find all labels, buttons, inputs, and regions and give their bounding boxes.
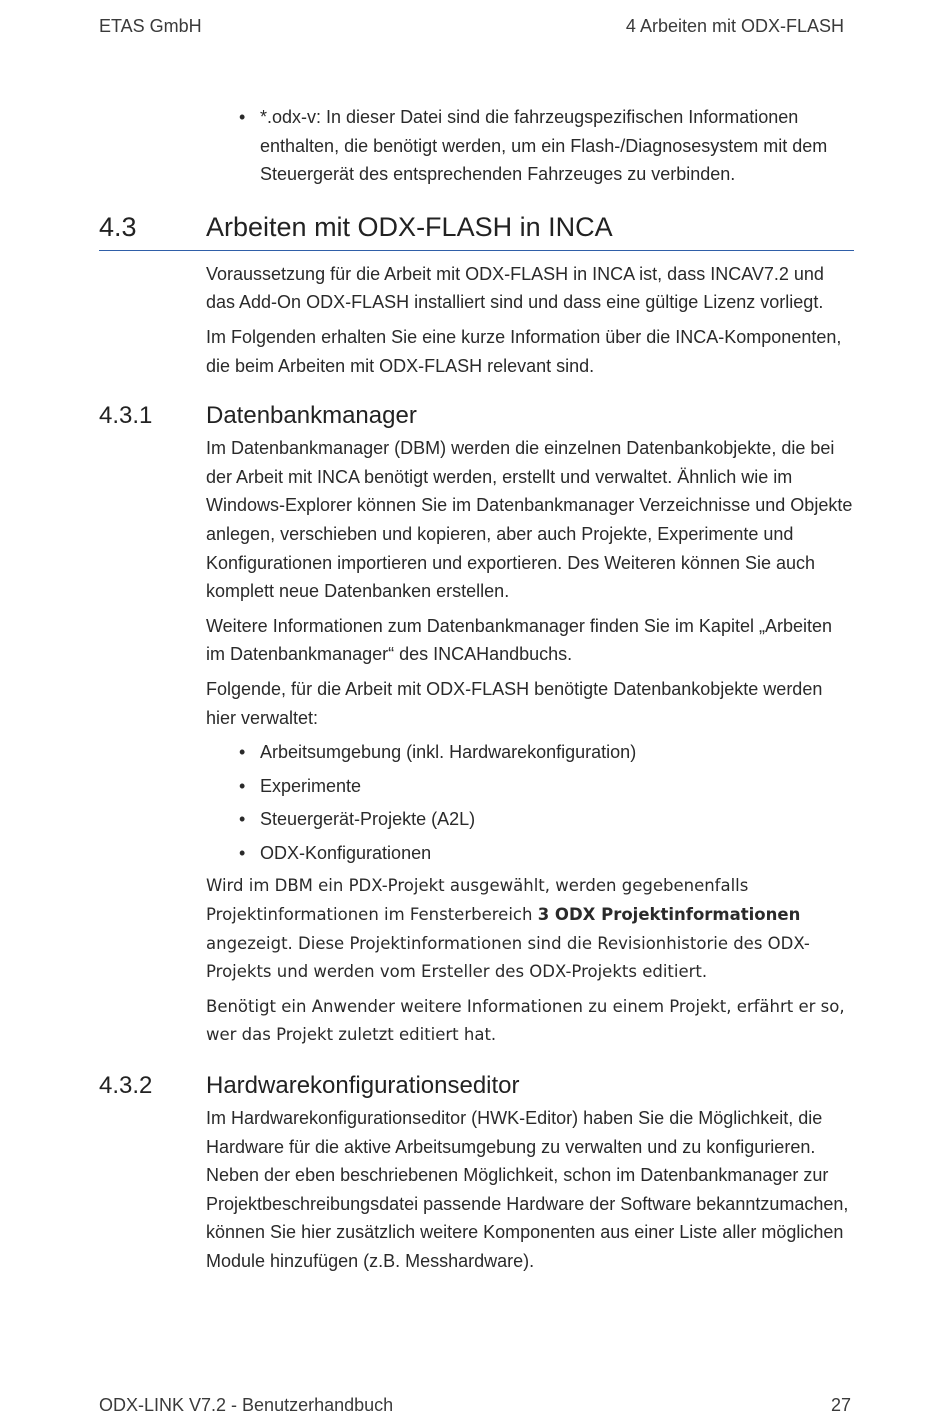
- page-number: 27: [830, 1395, 851, 1415]
- bullet-icon: •: [239, 107, 246, 127]
- pdx-text-before: Wird im DBM ein PDX-Projekt ausgewählt, werden gegebenenfalls Projektinformationen im Fensterbereich: [206, 876, 749, 925]
- section-heading-4-3: [99, 210, 854, 251]
- paragraph: Folgende, für die Arbeit mit ODX-FLASH benötigte Datenbankobjekte werden hier verwaltet:: [206, 678, 823, 728]
- page-footer: [99, 1395, 851, 1419]
- header-company: ETAS GmbH: [99, 16, 202, 36]
- section-heading-4-3-2: [99, 1070, 854, 1104]
- section-heading-4-3-1: [99, 400, 854, 434]
- section-number: 4.3.2: [99, 1072, 153, 1100]
- footer-document-title: ODX-LINK V7.2 - Benutzerhandbuch: [99, 1395, 394, 1415]
- page-content: [99, 103, 854, 1282]
- section-title: Datenbankmanager: [206, 402, 417, 430]
- list-item: [206, 839, 854, 868]
- section-number: 4.3.1: [99, 402, 153, 430]
- list-item-text: Steuergerät-Projekte (A2L): [260, 809, 476, 830]
- page-header: [99, 16, 844, 40]
- header-chapter: 4 Arbeiten mit ODX-FLASH: [625, 16, 844, 36]
- section-4-3-body: [206, 260, 854, 380]
- bullet-icon: •: [239, 742, 246, 763]
- list-item: [206, 805, 854, 834]
- pdx-window-area-name: 3 ODX Projektinformationen: [537, 905, 801, 925]
- section-number: 4.3: [99, 211, 137, 242]
- list-item-text: Arbeitsumgebung (inkl. Hardwarekonfiguration): [260, 742, 637, 763]
- bullet-icon: •: [239, 842, 246, 863]
- pdx-text-after: angezeigt. Diese Projektinformationen sind die Revisionhistorie des ODX-Projekts und werden vom Ersteller des ODX-Projekts editiert.: [206, 933, 810, 982]
- section-4-3-1-body: [206, 434, 854, 1050]
- intro-list: [206, 103, 854, 189]
- list-item-text: ODX-Konfigurationen: [260, 842, 432, 863]
- section-4-3-2-body: [206, 1104, 854, 1276]
- pdx-paragraph: [206, 872, 854, 986]
- paragraph: Weitere Informationen zum Datenbankmanager finden Sie im Kapitel „Arbeiten im Datenbankmanager“ des INCAHandbuchs.: [206, 615, 833, 665]
- list-item: [206, 772, 854, 801]
- list-item-text: Experimente: [260, 775, 362, 796]
- list-item: [206, 738, 854, 767]
- section-title: Arbeiten mit ODX-FLASH in INCA: [206, 211, 613, 242]
- paragraph: Benötigt ein Anwender weitere Informationen zu einem Projekt, erfährt er so, wer das Projekt zuletzt editiert hat.: [206, 996, 845, 1045]
- database-objects-list: [206, 738, 854, 867]
- paragraph: Im Hardwarekonfigurationseditor (HWK-Editor) haben Sie die Möglichkeit, die Hardware für die aktive Arbeitsumgebung zu verwalten und zu konfigurieren. Neben der eben beschriebenen Möglichkeit, schon im Datenbankmanager zur Projektbeschreibungsdatei passende Hardware der Software bekanntzumachen, können Sie hier zusätzlich weitere Komponenten aus einer Liste aller möglichen Module hinzufügen (z.B. Messhardware).: [206, 1108, 849, 1271]
- paragraph: Im Folgenden erhalten Sie eine kurze Information über die INCA-Komponenten, die beim Arbeiten mit ODX-FLASH relevant sind.: [206, 326, 842, 376]
- paragraph: Im Datenbankmanager (DBM) werden die einzelnen Datenbankobjekte, die bei der Arbeit mit INCA benötigt werden, erstellt und verwaltet. Ähnlich wie im Windows-Explorer können Sie im Datenbankmanager Verzeichnisse und Objekte anlegen, verschieben und kopieren, aber auch Projekte, Experimente und Konfigurationen importieren und exportieren. Des Weiteren können Sie auch komplett neue Datenbanken erstellen.: [206, 438, 853, 602]
- paragraph: Voraussetzung für die Arbeit mit ODX-FLASH in INCA ist, dass INCAV7.2 und das Add-On ODX-FLASH installiert sind und dass eine gültige Lizenz vorliegt.: [206, 263, 824, 313]
- bullet-icon: •: [239, 775, 246, 796]
- section-title: Hardwarekonfigurationseditor: [206, 1072, 520, 1100]
- list-item: [206, 103, 854, 189]
- list-item-text: *.odx-v: In dieser Datei sind die fahrzeugspezifischen Informationen enthalten, die benötigt werden, um ein Flash-/Diagnosesystem mit dem Steuergerät des entsprechenden Fahrzeuges zu verbinden.: [260, 107, 828, 185]
- bullet-icon: •: [239, 809, 246, 830]
